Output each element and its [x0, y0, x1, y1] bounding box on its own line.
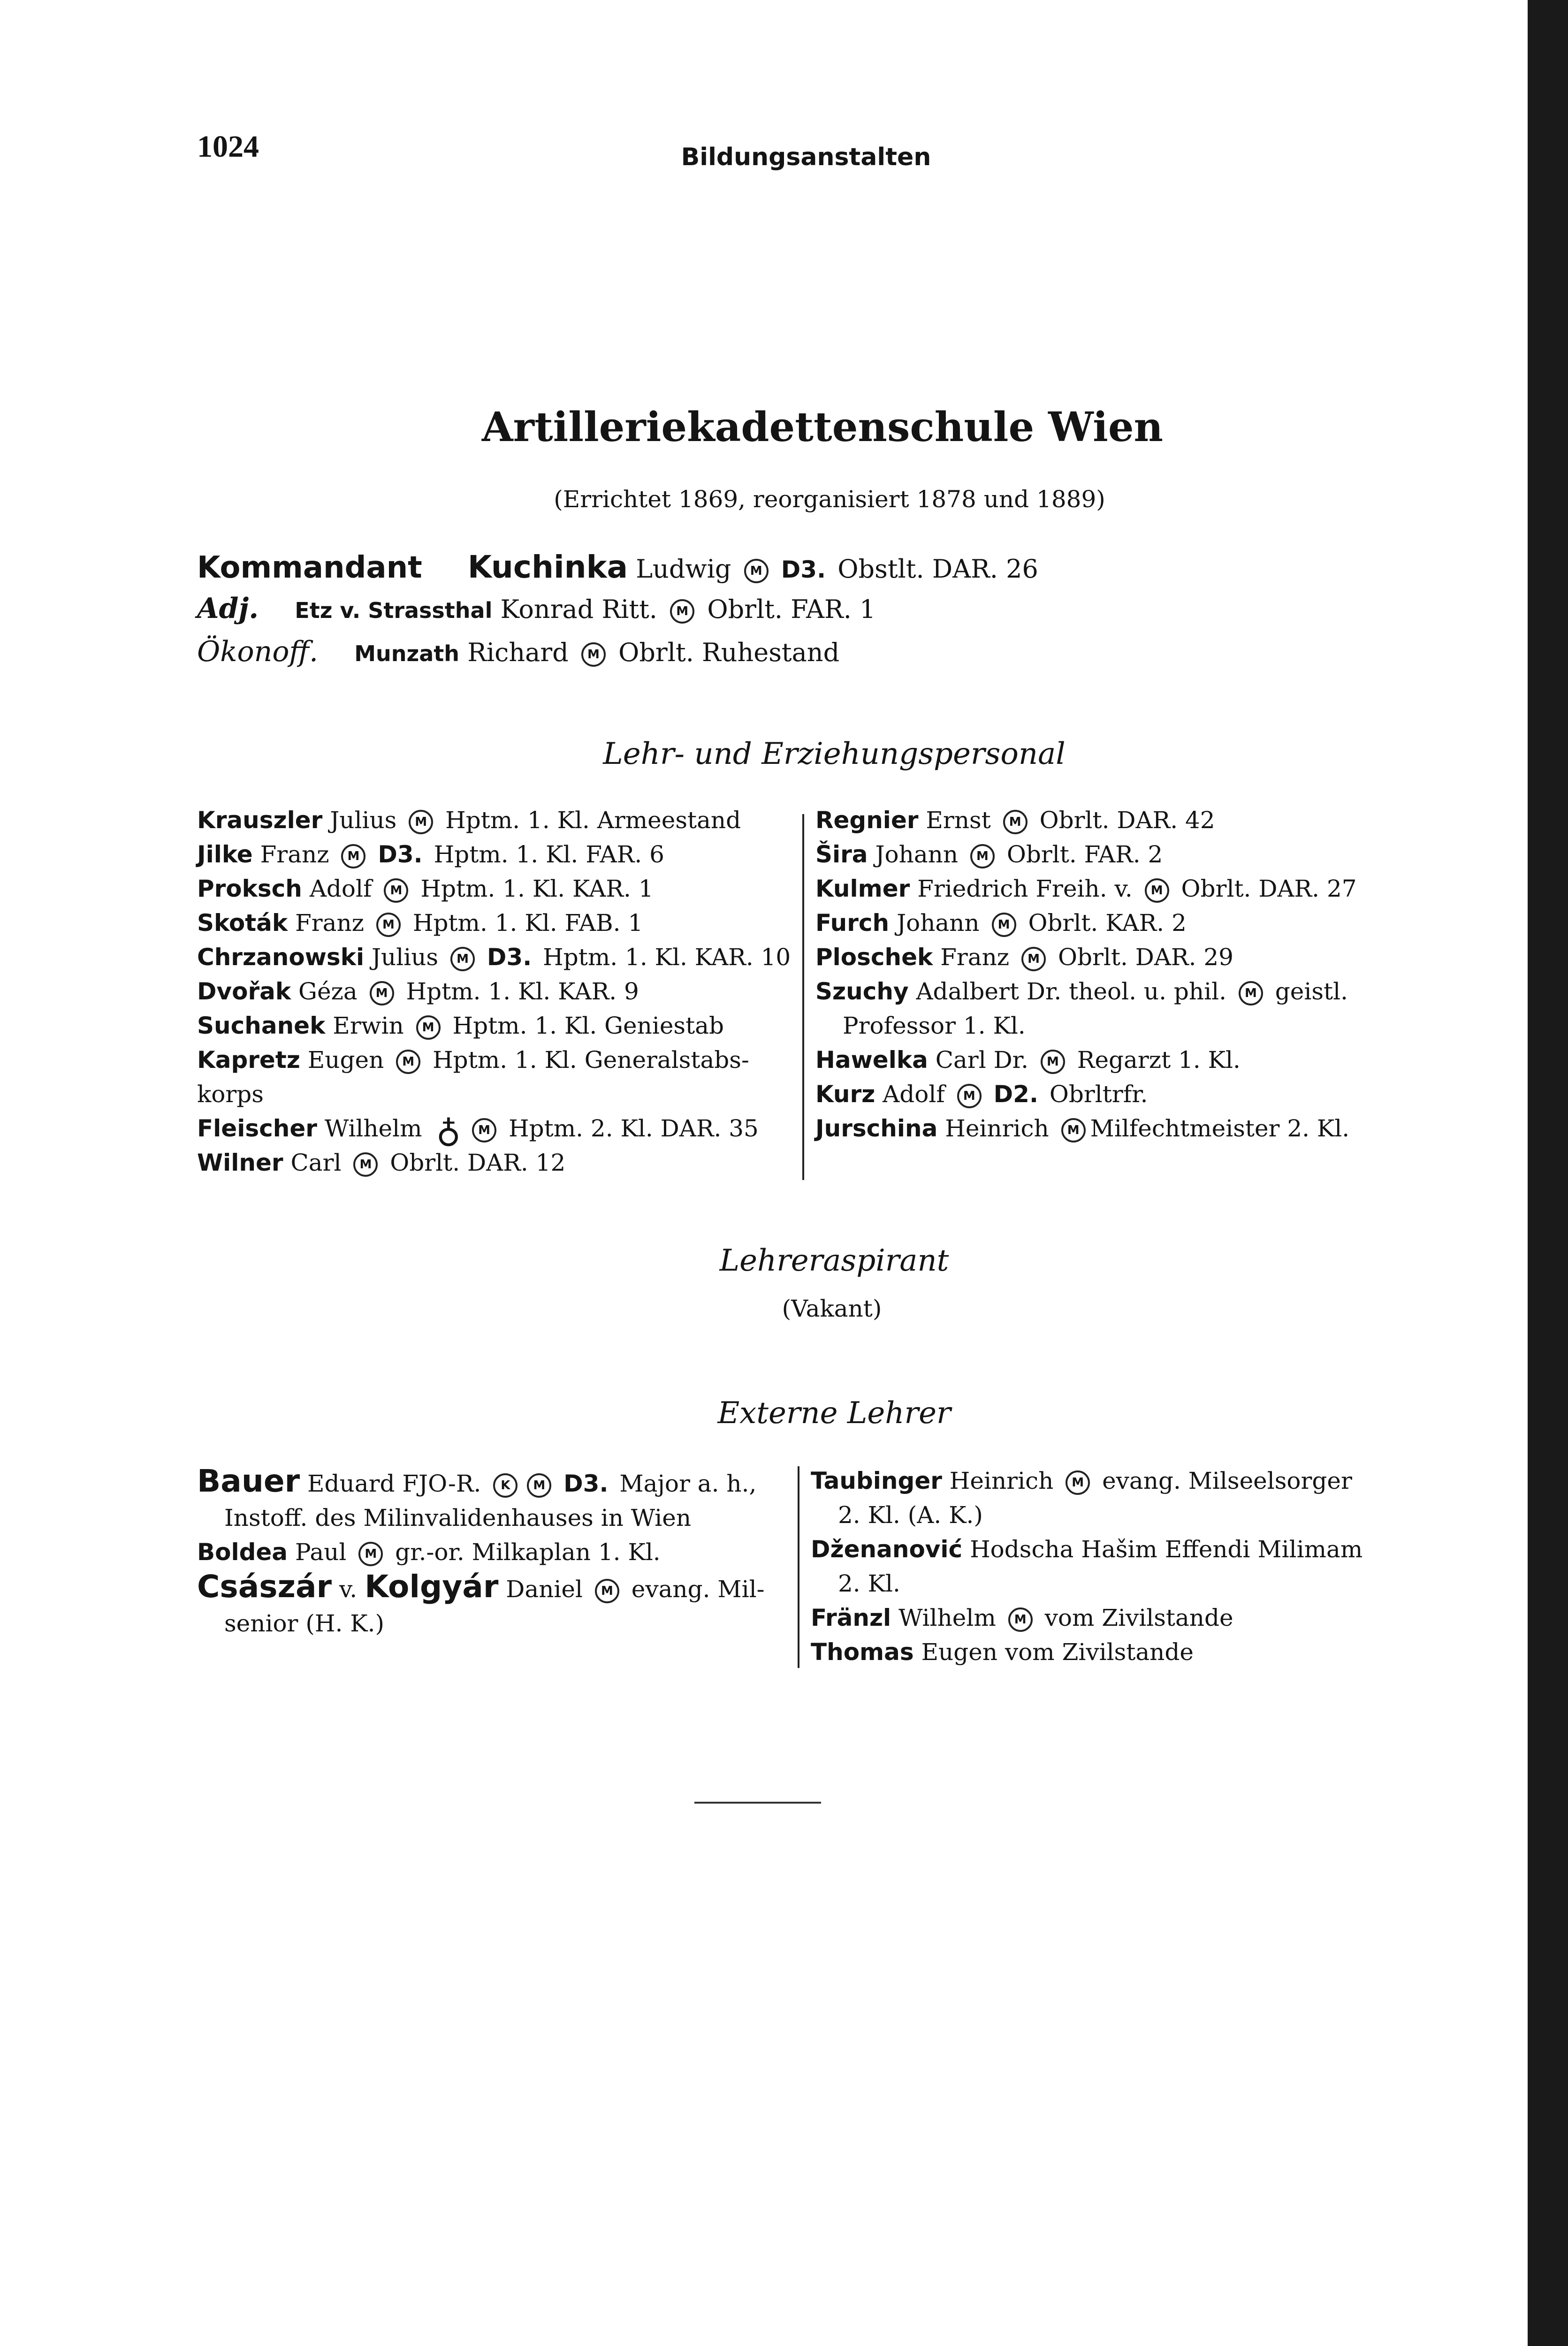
list-item-continuation: korps	[197, 1081, 264, 1108]
list-item: Regnier Ernst M Obrlt. DAR. 42	[815, 807, 1215, 834]
list-item: Fränzl Wilhelm M vom Zivilstande	[811, 1604, 1233, 1631]
list-item: Jilke Franz M D3. Hptm. 1. Kl. FAR. 6	[197, 841, 664, 868]
medal-icon: M	[1008, 1607, 1033, 1632]
medal-icon: M	[527, 1473, 551, 1498]
list-item: Császár v. Kolgyár Daniel M evang. Mil-	[197, 1569, 765, 1605]
officer-title: Ritt.	[601, 594, 657, 624]
officer-rank: Obrlt. Ruhestand	[618, 638, 840, 667]
medal-icon: M	[353, 1152, 378, 1177]
officer-surname: Etz v. Strassthal	[295, 598, 493, 623]
officer-oekonom	[197, 635, 839, 668]
external-left-column	[197, 1464, 793, 1641]
officer-adjutant	[197, 592, 875, 625]
officer-surname: Munzath	[354, 641, 460, 666]
list-item: Dženanović Hodscha Hašim Effendi Milimam	[811, 1536, 1363, 1563]
medal-icon: M	[416, 1015, 441, 1040]
list-item: Krauszler Julius M Hptm. 1. Kl. Armeestand	[197, 807, 741, 834]
section-heading-aspirant: Lehreraspirant	[719, 1243, 949, 1278]
medal-icon: M	[992, 913, 1016, 937]
staff-right-column	[815, 803, 1454, 1146]
staff-left-column	[197, 803, 798, 1180]
medal-icon: M	[1145, 878, 1169, 903]
list-item: Suchanek Erwin M Hptm. 1. Kl. Geniestab	[197, 1012, 724, 1039]
k-mark-icon: K	[493, 1473, 518, 1498]
medal-icon: M	[409, 810, 433, 834]
list-item: Wilner Carl M Obrlt. DAR. 12	[197, 1149, 566, 1176]
page-title: Artilleriekadettenschule Wien	[481, 404, 1164, 451]
list-item: Ploschek Franz M Obrlt. DAR. 29	[815, 944, 1233, 971]
aspirant-status: (Vakant)	[782, 1295, 882, 1322]
medal-icon: M	[970, 844, 995, 868]
list-item: Taubinger Heinrich M evang. Milseelsorger	[811, 1467, 1352, 1494]
list-item-continuation: Professor 1. Kl.	[843, 1012, 1026, 1039]
list-item: Kapretz Eugen M Hptm. 1. Kl. Generalstabs-	[197, 1046, 749, 1074]
medal-icon: M	[1041, 1050, 1065, 1074]
medal-icon: M	[358, 1542, 383, 1566]
list-item: Hawelka Carl Dr. M Regarzt 1. Kl.	[815, 1046, 1241, 1074]
section-heading-external: Externe Lehrer	[717, 1396, 951, 1431]
list-item: Bauer Eduard FJO-R. K M D3. Major a. h.,	[197, 1463, 757, 1499]
column-divider	[798, 1466, 799, 1668]
list-item-continuation: 2. Kl.	[838, 1570, 900, 1597]
closing-rule	[694, 1802, 821, 1804]
list-item: Skoták Franz M Hptm. 1. Kl. FAB. 1	[197, 909, 643, 937]
running-head: Bildungsanstalten	[681, 143, 931, 171]
list-item: Thomas Eugen vom Zivilstande	[811, 1638, 1194, 1666]
list-item-continuation: senior (H. K.)	[224, 1610, 384, 1637]
list-item-continuation: 2. Kl. (A. K.)	[838, 1501, 983, 1529]
list-item: Chrzanowski Julius M D3. Hptm. 1. Kl. KAR. 10	[197, 944, 791, 971]
officer-rank: Obrlt. FAR. 1	[707, 594, 876, 624]
list-item: Dvořak Géza M Hptm. 1. Kl. KAR. 9	[197, 978, 639, 1005]
list-item: Fleischer Wilhelm ♁ M Hptm. 2. Kl. DAR. 35	[197, 1111, 759, 1150]
officer-given-name: Ludwig	[636, 554, 731, 584]
external-right-column	[811, 1464, 1468, 1669]
list-item-continuation: Instoff. des Milinvalidenhauses in Wien	[224, 1504, 692, 1531]
officer-role: Kommandant	[197, 550, 422, 585]
medal-icon: M	[595, 1579, 619, 1603]
list-item: Szuchy Adalbert Dr. theol. u. phil. M geistl.	[815, 978, 1348, 1005]
decoration-class: D3.	[781, 556, 826, 583]
medal-icon: M	[396, 1050, 420, 1074]
list-item: Furch Johann M Obrlt. KAR. 2	[815, 909, 1187, 937]
medal-icon: M	[1021, 947, 1046, 971]
list-item: Jurschina Heinrich M Milfechtmeister 2. Kl.	[815, 1115, 1350, 1142]
list-item: Kulmer Friedrich Freih. v. M Obrlt. DAR. 27	[815, 875, 1357, 902]
medal-icon: M	[384, 878, 408, 903]
section-heading-staff: Lehr- und Erziehungspersonal	[603, 737, 1066, 771]
medal-icon: M	[472, 1118, 496, 1143]
medal-icon: M	[370, 981, 394, 1005]
medal-icon: M	[581, 642, 606, 667]
officer-given-name: Konrad	[500, 594, 594, 624]
cross-icon: ♁	[436, 1111, 461, 1150]
medal-icon: M	[341, 844, 365, 868]
medal-icon: M	[376, 913, 401, 937]
officer-kommandant	[197, 549, 1038, 585]
officer-role: Adj.	[197, 592, 259, 625]
officer-role: Ökonoff.	[197, 635, 319, 668]
medal-icon: M	[957, 1084, 982, 1108]
list-item: Boldea Paul M gr.-or. Milkaplan 1. Kl.	[197, 1539, 661, 1566]
subtitle: (Errichtet 1869, reorganisiert 1878 und 1889)	[554, 486, 1105, 513]
medal-icon: M	[1239, 981, 1263, 1005]
medal-icon: M	[1003, 810, 1028, 834]
medal-icon: M	[670, 599, 694, 624]
list-item: Šira Johann M Obrlt. FAR. 2	[815, 841, 1163, 868]
officer-surname: Kuchinka	[467, 549, 628, 585]
list-item: Kurz Adolf M D2. Obrltrfr.	[815, 1081, 1148, 1108]
medal-icon: M	[744, 559, 769, 583]
medal-icon: M	[450, 947, 475, 971]
medal-icon: M	[1061, 1118, 1086, 1143]
medal-icon: M	[1066, 1470, 1090, 1495]
column-divider	[802, 814, 804, 1180]
list-item: Proksch Adolf M Hptm. 1. Kl. KAR. 1	[197, 875, 654, 902]
officer-rank: Obstlt. DAR. 26	[837, 554, 1038, 584]
page-number: 1024	[197, 129, 259, 164]
officer-given-name: Richard	[467, 638, 569, 667]
